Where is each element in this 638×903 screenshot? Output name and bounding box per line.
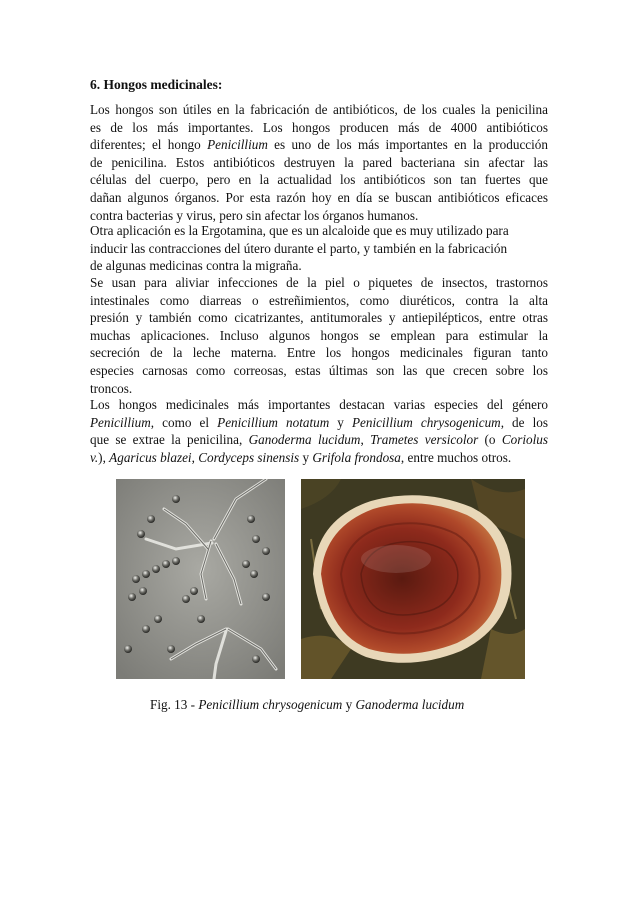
figure-caption: Fig. 13 - Penicillium chrysogenicum y Ganoderma lucidum [150, 697, 465, 713]
text-line: que se extrae la penicilina, Ganoderma lucidum, Trametes versicolor (o Coriolus [90, 432, 549, 448]
text-line: es de los más importantes. Los hongos producen más de 4000 antibióticos [90, 119, 548, 135]
text-line: Los hongos medicinales más importantes destacan varias especies del género [90, 397, 548, 412]
section-heading: 6. Hongos medicinales: [90, 77, 223, 92]
ganoderma-photo [301, 479, 525, 679]
text-line: secreción de la leche materna. Entre los hongos medicinales figuran tanto [90, 345, 548, 361]
text-line: Se usan para aliviar infecciones de la piel o piquetes de insectos, trastornos [90, 275, 548, 290]
text-line: contra bacterias y virus, pero sin afectar los órganos humanos. [90, 207, 419, 223]
text-line: intestinales como diarreas o estreñimientos, como diuréticos, contra la alta [90, 292, 548, 308]
text-line: troncos. [90, 380, 133, 396]
text-line: v.), Agaricus blazei, Cordyceps sinensis y Grifola frondosa, entre muchos otros. [90, 449, 512, 465]
text-line: de algunas medicinas contra la migraña. [90, 258, 302, 274]
text-line: muchas aplicaciones. Incluso algunos hongos se emplean para estimular la [90, 327, 548, 343]
text-line: especies carnosas como correosas, estas últimas son las que crecen sobre los [90, 362, 548, 378]
penicillium-micrograph [116, 479, 285, 679]
text-line: Penicillium, como el Penicillium notatum y Penicillium chrysogenicum, de los [90, 414, 548, 430]
paragraph-species [90, 396, 548, 466]
text-line: células del cuerpo, pero en la actualidad los antibióticos son tan fuertes que [90, 172, 548, 188]
text-line: dañan algunos órganos. Por esta razón hoy en día se buscan antibióticos eficaces [90, 189, 548, 205]
text-line: Otra aplicación es la Ergotamina, que es un alcaloide que es muy utilizado para [90, 223, 509, 238]
paragraph-antibiotics [90, 101, 548, 224]
text-line: inducir las contracciones del útero durante el parto, y también en la fabricación [90, 240, 508, 256]
paragraph-ergotamine [90, 222, 548, 275]
text-line: diferentes; el hongo Penicillium es uno de los más importantes en la producción [90, 137, 548, 153]
paragraph-uses [90, 274, 548, 397]
text-line: Los hongos son útiles en la fabricación de antibióticos, de los cuales la penicilina [90, 102, 548, 117]
text-line: presión y también como cicatrizantes, antitumorales y antiepilépticos, entre otras [90, 310, 548, 326]
text-line: de penicilina. Estos antibióticos destruyen la pared bacteriana sin afectar las [90, 154, 548, 170]
